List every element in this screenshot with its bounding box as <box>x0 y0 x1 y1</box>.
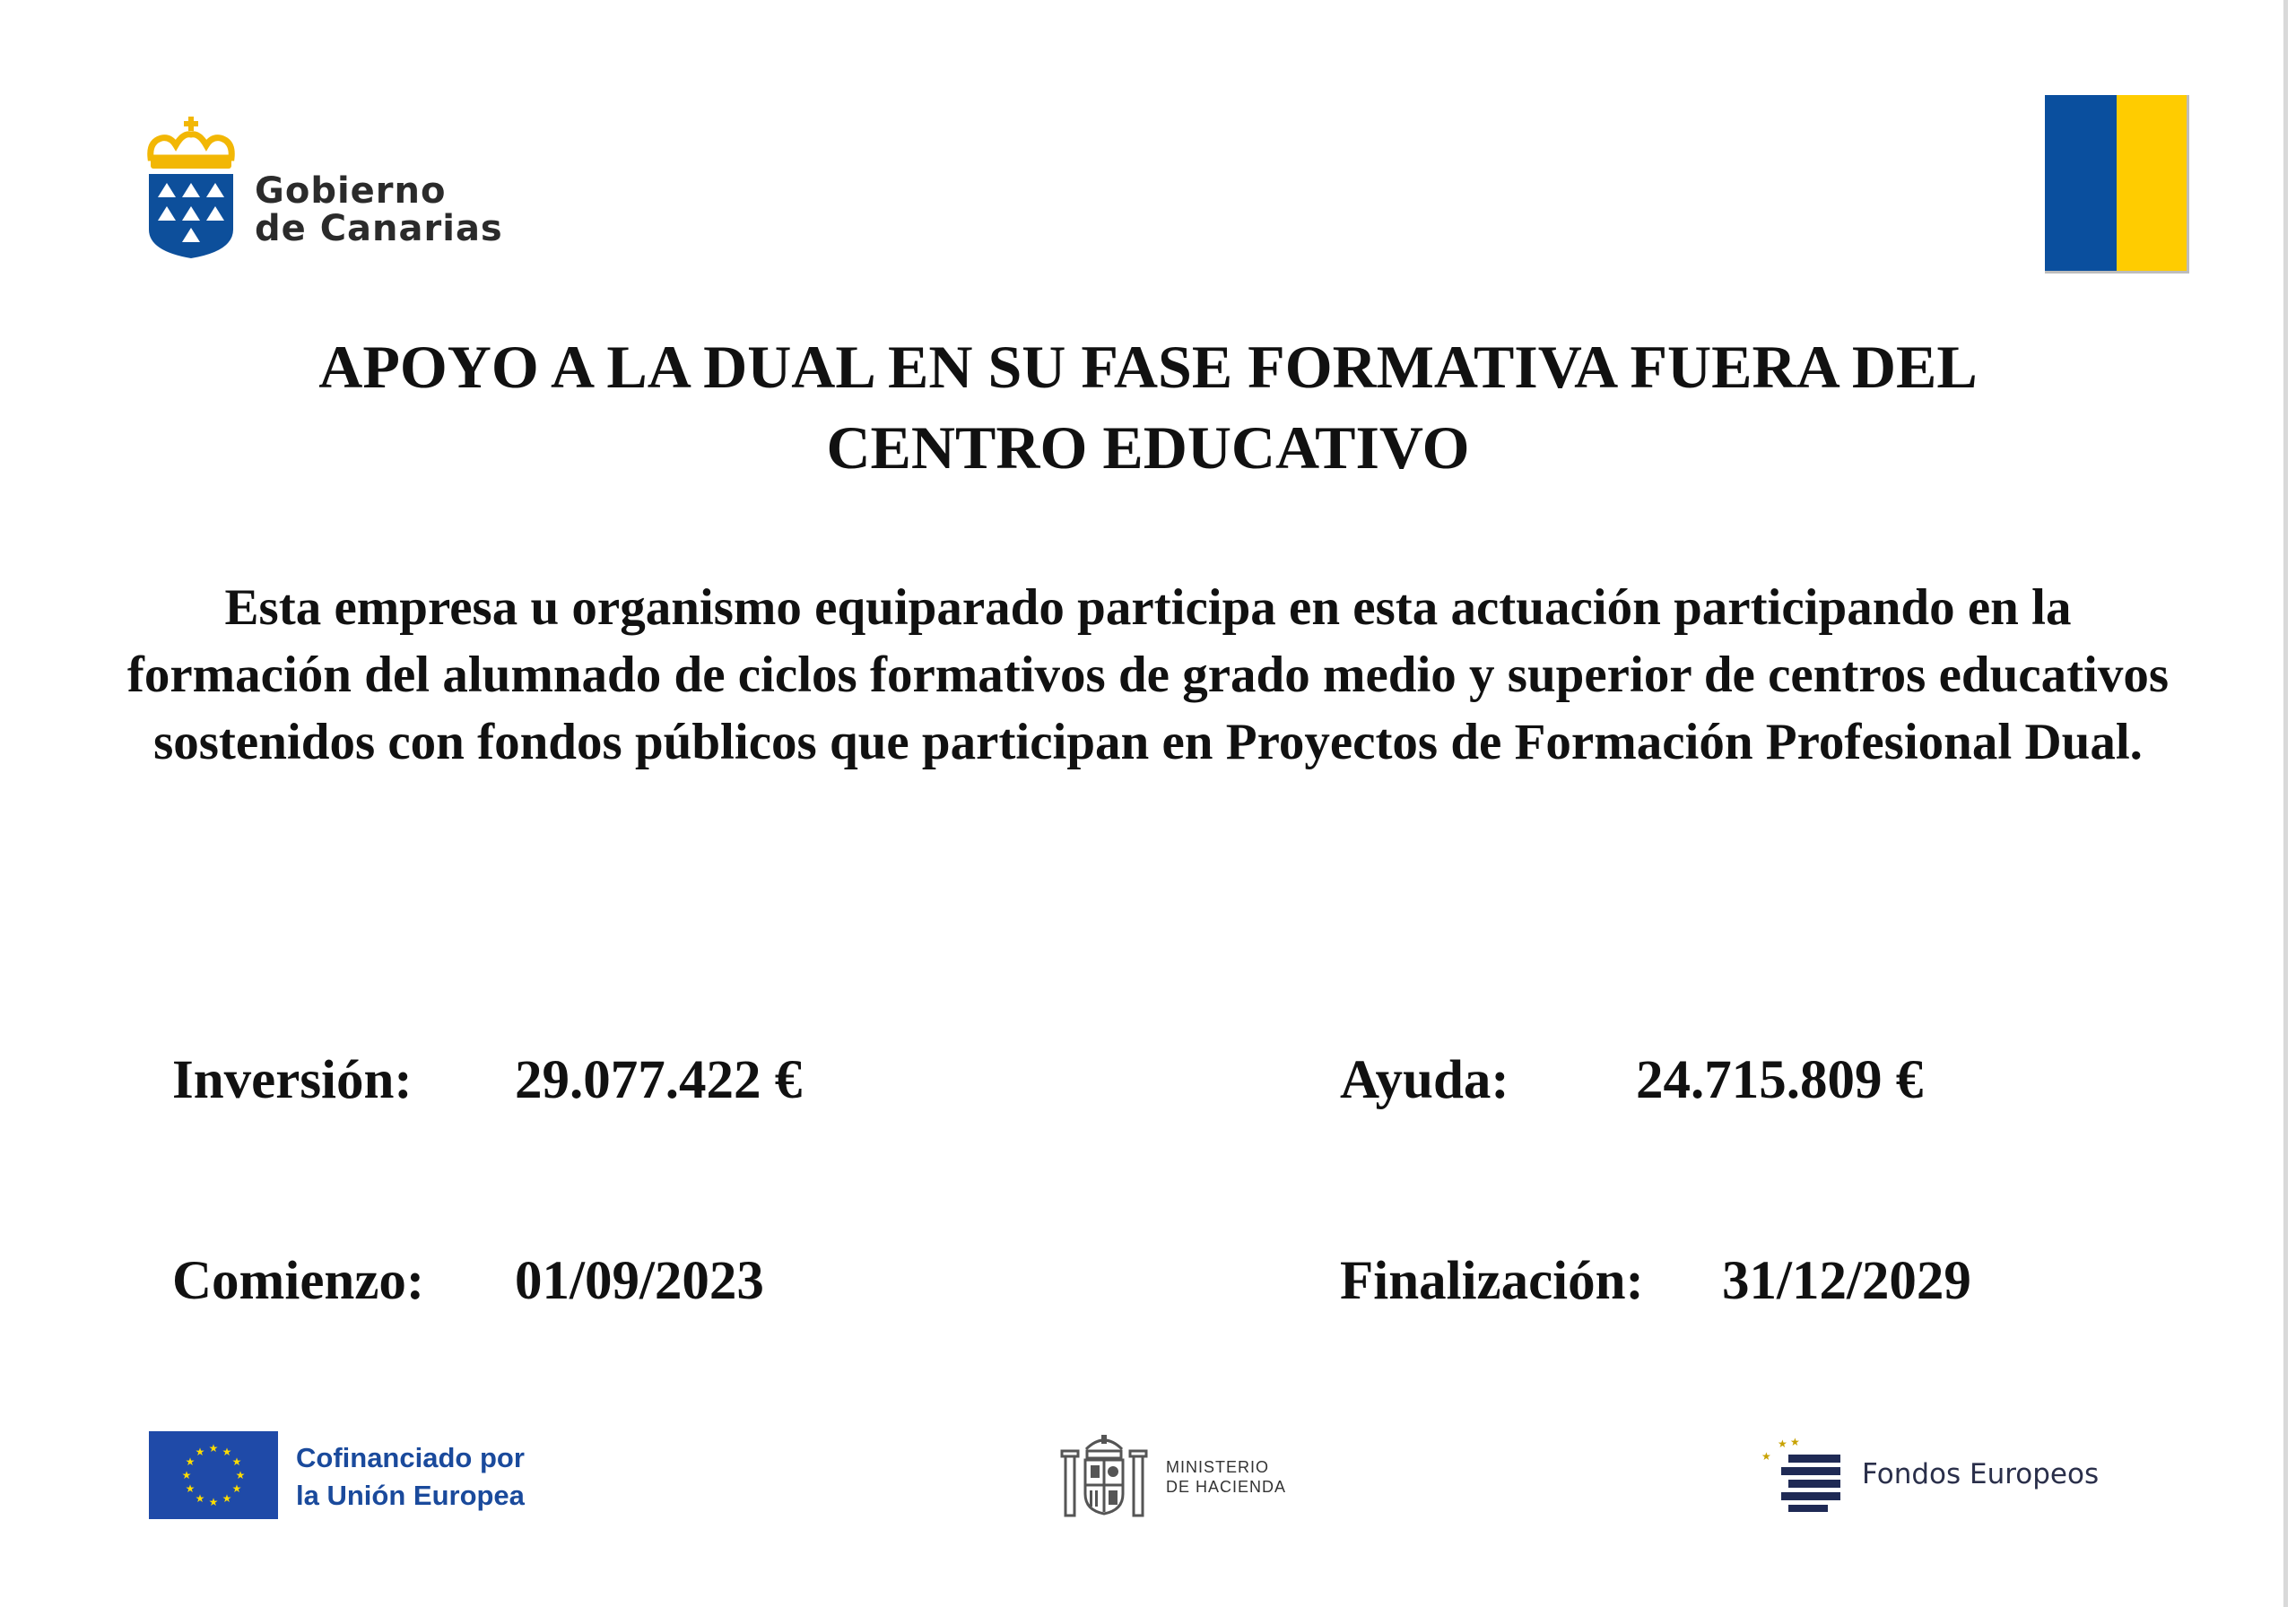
svg-text:★: ★ <box>208 1442 219 1455</box>
comienzo-value: 01/09/2023 <box>515 1251 764 1311</box>
gov-logo-line2: de Canarias <box>255 208 503 249</box>
svg-text:★: ★ <box>1790 1436 1800 1448</box>
canary-islands-flag-icon <box>2045 95 2189 274</box>
eu-logo-line2: la Unión Europea <box>296 1480 525 1511</box>
inversion-value: 29.077.422 € <box>515 1050 803 1110</box>
ministerio-line1: MINISTERIO <box>1166 1458 1270 1476</box>
svg-text:★: ★ <box>222 1446 232 1458</box>
page-edge <box>2283 0 2288 1607</box>
eu-logo-line1: Cofinanciado por <box>296 1442 525 1473</box>
svg-text:★: ★ <box>185 1455 196 1468</box>
svg-text:★: ★ <box>1761 1450 1771 1463</box>
finalizacion-value: 31/12/2029 <box>1722 1251 1971 1311</box>
title-line1: APOYO A LA DUAL EN SU FASE FORMATIVA FUERA DEL <box>318 333 1978 401</box>
description-text: Esta empresa u organismo equiparado participa en esta actuación participando en la formación del alumnado de ciclos formativos de grado medio y superior de centros educativos sostenidos con fondos públicos que participan en Proyectos de Formación Profesional Dual. <box>126 579 2170 770</box>
inversion-label: Inversión: <box>172 1050 413 1110</box>
ministerio-hacienda-logo <box>1055 1424 1324 1523</box>
eu-cofinanced-logo <box>149 1431 538 1519</box>
gobierno-canarias-logo <box>144 115 538 269</box>
svg-text:★: ★ <box>222 1492 232 1505</box>
fondos-europeos-logo <box>1758 1435 2099 1516</box>
title-line2: CENTRO EDUCATIVO <box>826 413 1470 482</box>
comienzo-label: Comienzo: <box>172 1251 425 1311</box>
svg-text:★: ★ <box>195 1446 205 1458</box>
finalizacion-label: Finalización: <box>1340 1251 1644 1311</box>
svg-text:★: ★ <box>231 1482 242 1495</box>
flag-blue-stripe <box>2045 95 2117 271</box>
page-title <box>144 326 2152 488</box>
svg-text:★: ★ <box>181 1469 192 1481</box>
ministerio-line2: DE HACIENDA <box>1166 1478 1287 1496</box>
spain-coat-of-arms-icon <box>1055 1424 1153 1523</box>
fondos-europeos-icon <box>1758 1435 1857 1516</box>
svg-text:★: ★ <box>208 1496 219 1508</box>
svg-text:★: ★ <box>195 1492 205 1505</box>
ayuda-label: Ayuda: <box>1340 1050 1509 1110</box>
eu-flag-icon <box>149 1431 278 1519</box>
gov-logo-line1: Gobierno <box>255 170 447 212</box>
svg-text:★: ★ <box>185 1482 196 1495</box>
flag-yellow-stripe <box>2117 95 2187 271</box>
canarias-coat-of-arms-icon <box>144 115 242 258</box>
fondos-europeos-label: Fondos Europeos <box>1862 1458 2100 1490</box>
ayuda-value: 24.715.809 € <box>1636 1050 1924 1110</box>
svg-text:★: ★ <box>235 1469 246 1481</box>
svg-text:★: ★ <box>1778 1438 1787 1450</box>
svg-text:★: ★ <box>231 1455 242 1468</box>
